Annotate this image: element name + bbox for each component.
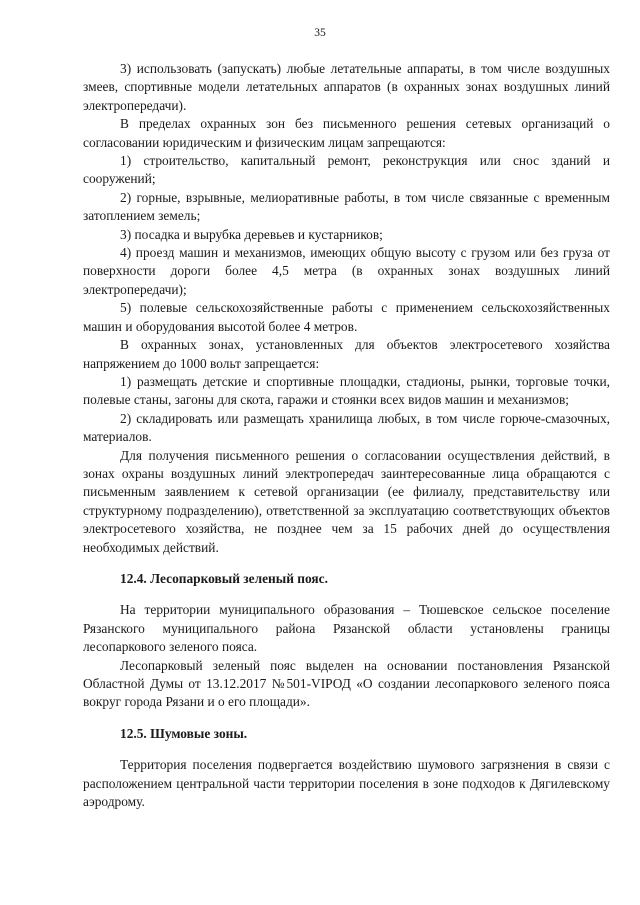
list-item-fuel-storage: 2) складировать или размещать хранилища любых, в том числе горюче-смазочных, материалов. <box>83 410 610 445</box>
list-item-tree-planting: 3) посадка и вырубка деревьев и кустарников; <box>120 226 383 242</box>
page-body <box>83 60 610 811</box>
list-item-vehicle-passage: 4) проезд машин и механизмов, имеющих общую высоту с грузом или без груза от поверхности дороги более 4,5 метра (в охранных зонах воздушных линий электропередачи); <box>83 245 610 297</box>
paragraph-noise-pollution: Территория поселения подвергается воздействию шумового загрязнения в связи с расположением центральной части территории поселения в зоне подходов к Дягилевскому аэродрому. <box>83 757 610 810</box>
list-item-field-works: 5) полевые сельскохозяйственные работы с применением сельскохозяйственных машин и оборудования высотой более 4 метров. <box>83 300 610 334</box>
paragraph-use-aircraft: 3) использовать (запускать) любые летательные аппараты, в том числе воздушных змеев, спортивные модели летательных аппаратов (в охранных зонах воздушных линий электропередачи). <box>83 61 610 113</box>
paragraph-low-voltage-zones: В охранных зонах, установленных для объектов электросетевого хозяйства напряжением до 1000 вольт запрещается: <box>83 337 610 371</box>
page-number: 35 <box>314 27 326 39</box>
list-item-playgrounds: 1) размещать детские и спортивные площадки, стадионы, рынки, торговые точки, полевые станы, загоны для скота, гаражи и стоянки всех видов машин и механизмов; <box>83 373 610 408</box>
list-item-mining-works: 2) горные, взрывные, мелиоративные работы, в том числе связанные с временным затоплением земель; <box>83 189 610 224</box>
list-item-construction: 1) строительство, капитальный ремонт, реконструкция или снос зданий и сооружений; <box>83 153 610 187</box>
paragraph-prohibited-without-consent: В пределах охранных зон без письменного решения сетевых организаций о согласовании юридическим и физическим лицам запрещаются: <box>83 116 610 150</box>
section-heading-forest-park-belt: 12.4. Лесопарковый зеленый пояс. <box>120 570 328 586</box>
paragraph-application-procedure: Для получения письменного решения о согласовании осуществления действий, в зонах охраны воздушных линий электропередач заинтересованные лица обращаются с письменным заявлением к сетевой организации (ее филиалу, представительству или структурному подразделению), ответственной за эксплуатацию соответствующих объектов электросетевого хозяйства, не позднее чем за 15 рабочих дней до осуществления необходимых действий. <box>83 447 610 555</box>
section-heading-noise-zones: 12.5. Шумовые зоны. <box>120 725 248 741</box>
paragraph-forest-park-boundaries: На территории муниципального образования – Тюшевское сельское поселение Рязанского муниципального района Рязанской области установлены границы лесопаркового зеленого пояса. <box>83 602 610 655</box>
paragraph-forest-park-basis: Лесопарковый зеленый пояс выделен на основании постановления Рязанской Областной Думы от 13.12.2017 №501-VIРОД «О создании лесопаркового зеленого пояса вокруг города Рязани и о его площади». <box>83 657 610 710</box>
